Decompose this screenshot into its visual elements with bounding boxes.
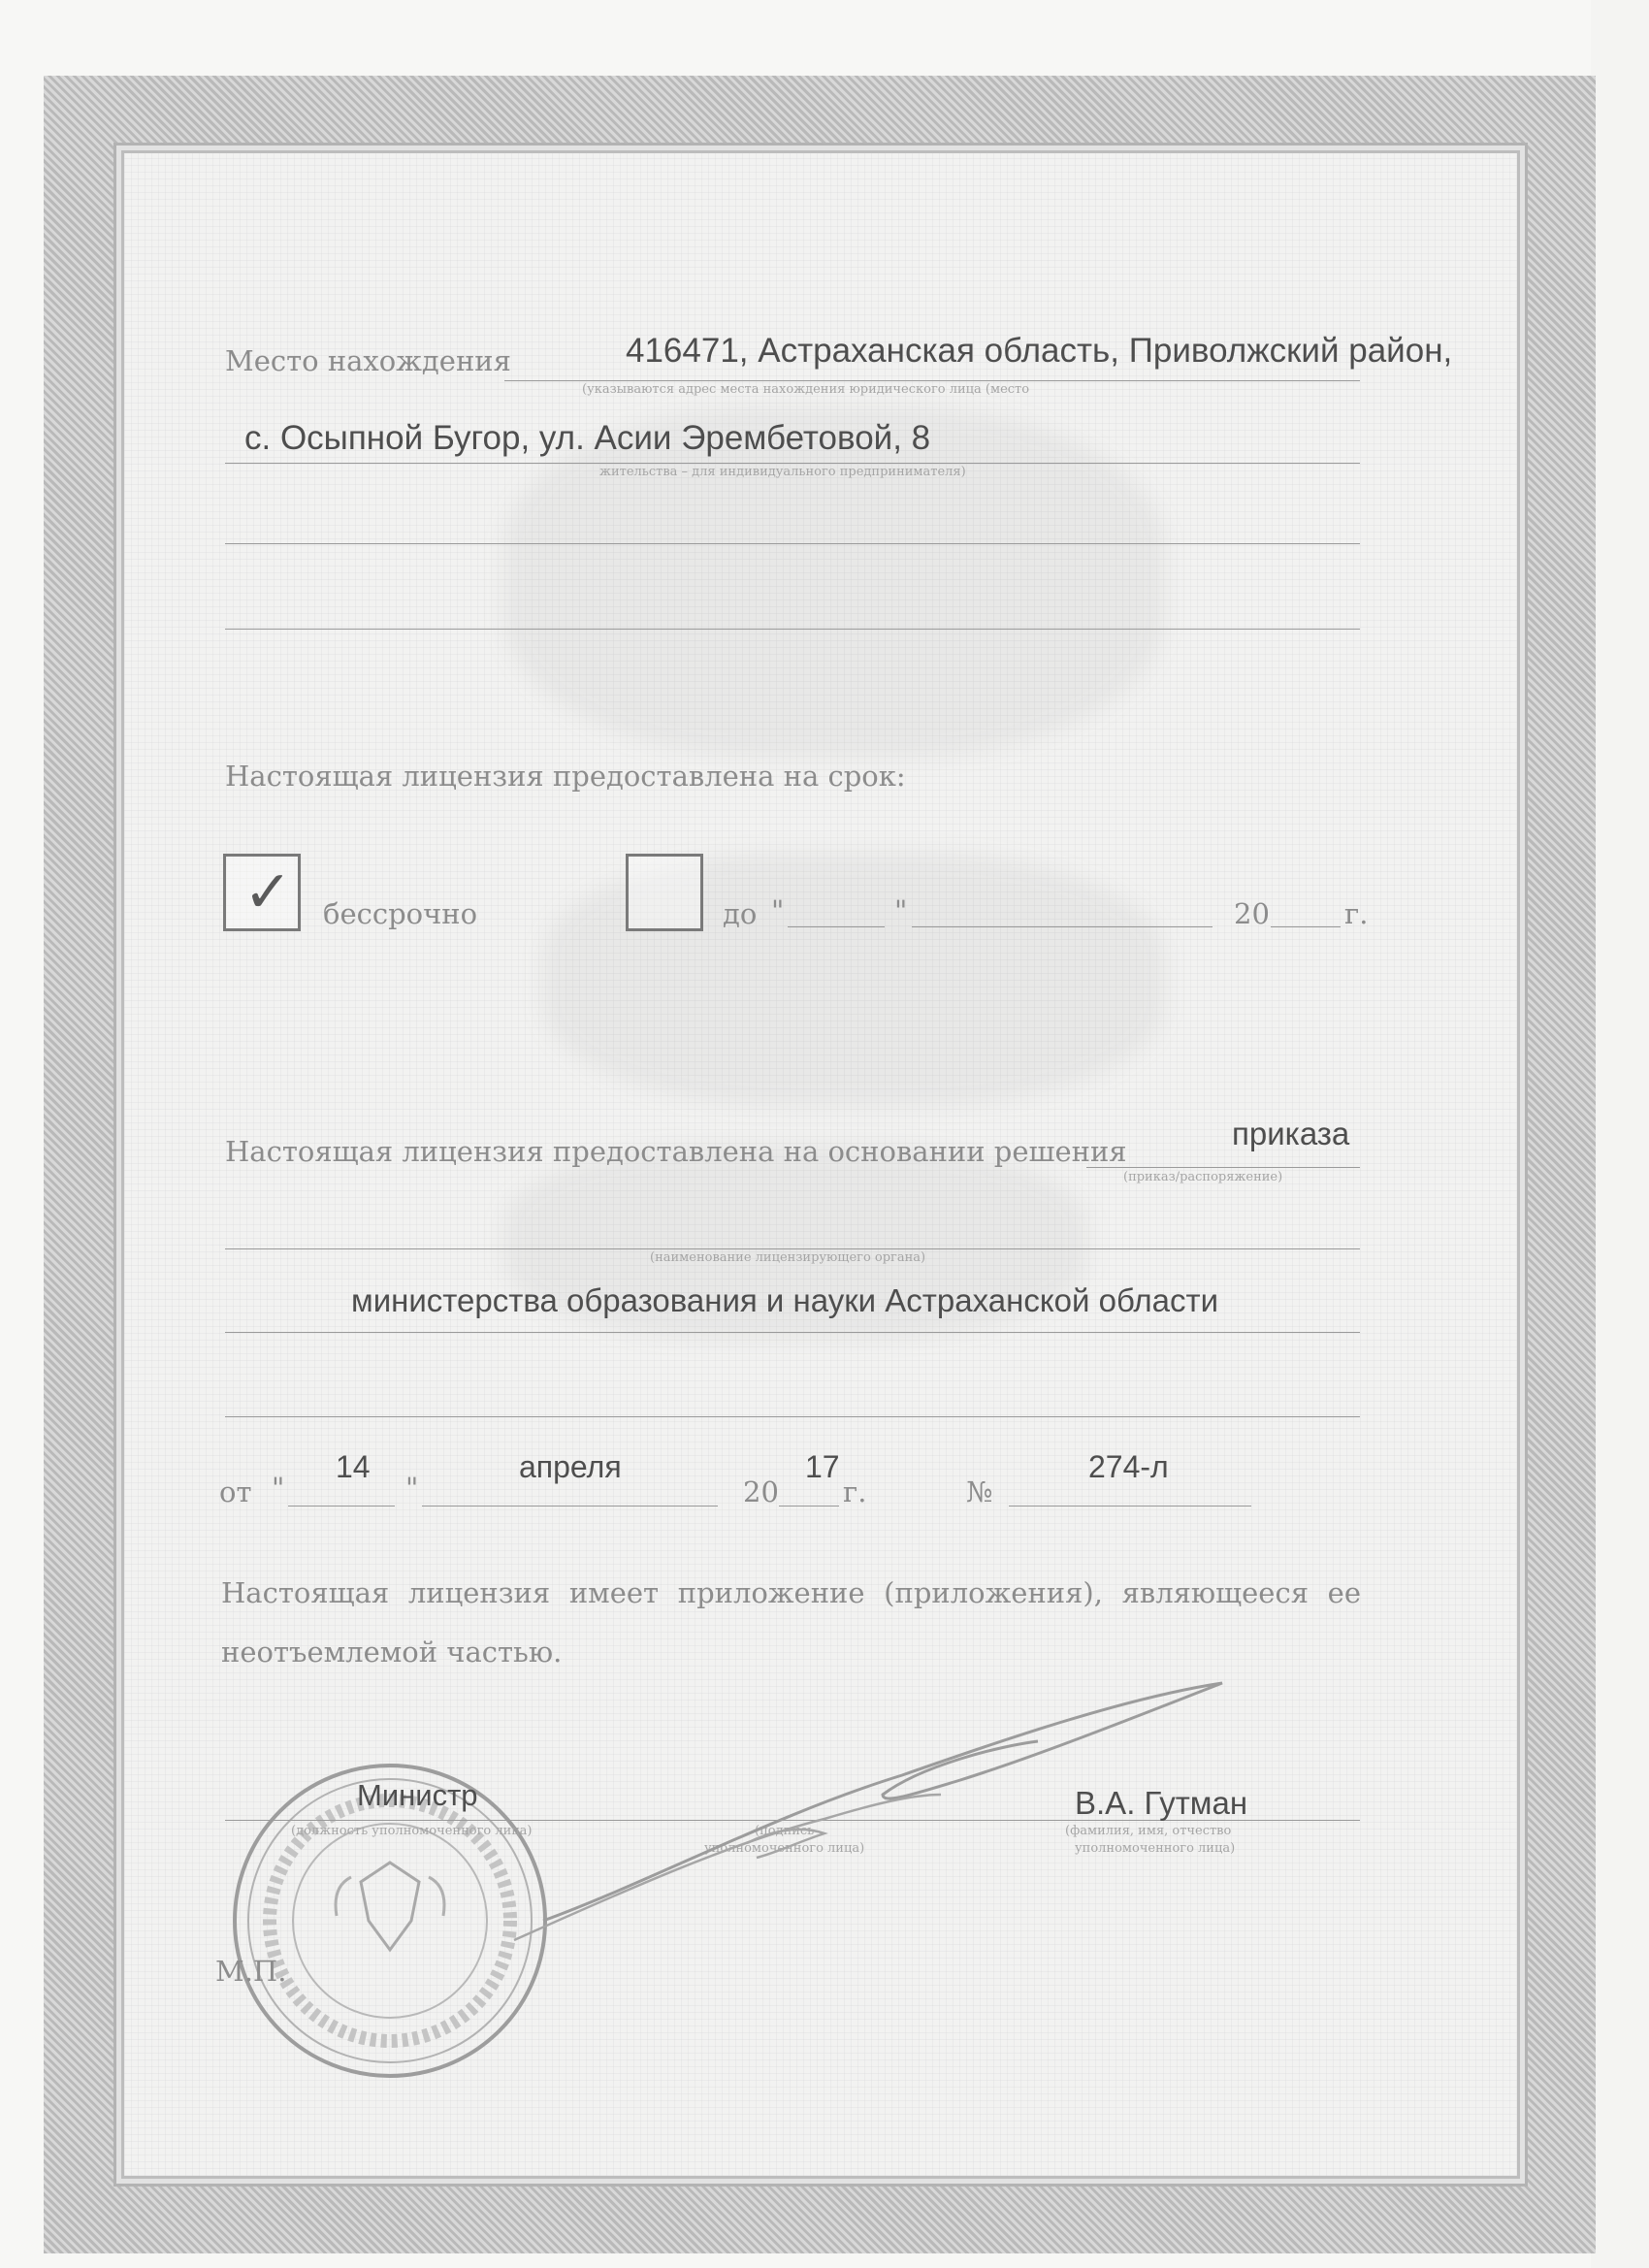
- until-year-prefix: 20: [1234, 897, 1270, 930]
- signer-name: В.А. Гутман: [1075, 1785, 1248, 1821]
- scan-smudge: [504, 407, 1164, 757]
- decision-type-hint: (приказ/распоряжение): [1123, 1170, 1283, 1184]
- location-line-3: [225, 543, 1360, 544]
- location-line-2: [225, 463, 1360, 464]
- signer-position: Министр: [357, 1778, 478, 1812]
- authority-line-3: [225, 1416, 1360, 1417]
- date-year-prefix: 20: [743, 1475, 779, 1508]
- basis-heading: Настоящая лицензия предоставлена на основании решения: [225, 1135, 1127, 1168]
- location-line-1: [504, 380, 1360, 381]
- handwritten-signature: [456, 1649, 1290, 1960]
- until-quote-open: ": [771, 894, 785, 927]
- decision-type-line: [1086, 1167, 1360, 1168]
- checkbox-until[interactable]: [626, 854, 703, 931]
- until-year-line: [1271, 926, 1341, 927]
- date-year: 17: [805, 1449, 840, 1484]
- location-line-4: [225, 629, 1360, 630]
- authority-line-2: [225, 1332, 1360, 1333]
- location-hint-2: жительства – для индивидуального предпринимателя): [599, 465, 966, 479]
- signer-name-hint-line-2: уполномоченного лица): [1075, 1841, 1236, 1856]
- appendix-line-1: Настоящая лицензия имеет приложение (приложения), являющееся ее: [221, 1576, 1361, 1609]
- option-until-label: до: [723, 897, 758, 930]
- appendix-line-2: неотъемлемой частью.: [221, 1636, 563, 1669]
- date-month-line: [422, 1506, 718, 1507]
- authority-line-1: [225, 1248, 1360, 1249]
- number-line: [1009, 1506, 1251, 1507]
- option-unlimited-label: бессрочно: [323, 897, 478, 930]
- until-quote-close: ": [894, 894, 908, 927]
- location-address-line-2: с. Осыпной Бугор, ул. Асии Эрембетовой, 8: [244, 419, 931, 457]
- check-icon: ✓: [243, 859, 293, 926]
- signer-position-hint: (должность уполномоченного лица): [291, 1824, 533, 1838]
- term-heading: Настоящая лицензия предоставлена на срок:: [225, 760, 906, 793]
- number-sign: №: [966, 1475, 993, 1508]
- signature-scribble: [456, 1649, 1290, 1960]
- signature-hint-line-2: уполномоченного лица): [704, 1841, 865, 1856]
- signer-name-hint-line-1: (фамилия, имя, отчество: [1065, 1824, 1232, 1838]
- date-year-line: [779, 1506, 839, 1507]
- date-prefix: от: [219, 1475, 252, 1508]
- signature-hint-line-1: (подпись: [755, 1824, 815, 1838]
- authority-hint: (наименование лицензирующего органа): [650, 1250, 926, 1265]
- date-day-line: [288, 1506, 395, 1507]
- location-address-line-1: 416471, Астраханская область, Приволжский район,: [626, 332, 1453, 370]
- stamp-place-label: М.П.: [215, 1955, 287, 1988]
- checkbox-unlimited[interactable]: [223, 854, 301, 931]
- date-quote-close: ": [405, 1472, 419, 1505]
- location-label: Место нахождения: [225, 344, 511, 377]
- date-day: 14: [336, 1449, 371, 1484]
- until-month-line: [912, 926, 1212, 927]
- until-year-suffix: г.: [1344, 897, 1369, 930]
- location-hint-1: (указываются адрес места нахождения юридического лица (место: [582, 382, 1030, 397]
- license-order-number: 274-л: [1088, 1449, 1169, 1484]
- until-day-line: [788, 926, 885, 927]
- date-quote-open: ": [272, 1472, 285, 1505]
- decision-type-value: приказа: [1232, 1116, 1350, 1151]
- date-year-suffix: г.: [843, 1475, 867, 1508]
- date-month: апреля: [519, 1449, 622, 1484]
- authority-name: министерства образования и науки Астраханской области: [351, 1282, 1219, 1318]
